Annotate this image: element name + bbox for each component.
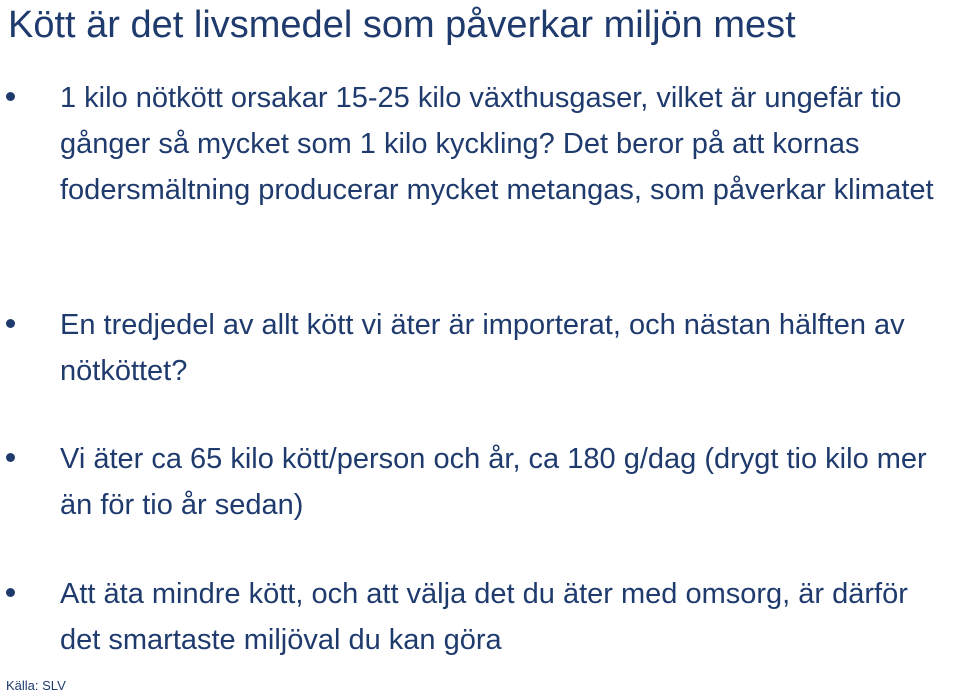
source-note: Källa: SLV [6,678,66,693]
slide-title: Kött är det livsmedel som påverkar miljön mest [8,4,796,46]
bullet-item-eat-less [60,571,950,663]
bullet-dot-icon [6,92,15,101]
bullet-text: Att äta mindre kött, och att välja det du äter med omsorg, är därför det smartaste miljöval du kan göra [60,578,908,656]
bullet-item-imported-meat [60,302,950,394]
bullet-dot-icon [6,319,15,328]
bullet-dot-icon [6,453,15,462]
bullet-text: 1 kilo nötkött orsakar 15-25 kilo växthusgaser, vilket är ungefär tio gånger så mycket som 1 kilo kyckling? Det beror på att kornas fodersmältning producerar mycket metangas, som påverkar klimatet [60,82,934,206]
bullet-item-consumption [60,436,950,528]
bullet-dot-icon [6,588,15,597]
bullet-item-greenhouse-gases [60,75,950,213]
bullet-text: Vi äter ca 65 kilo kött/person och år, ca 180 g/dag (drygt tio kilo mer än för tio år sedan) [60,443,927,521]
bullet-text: En tredjedel av allt kött vi äter är importerat, och nästan hälften av nötköttet? [60,309,905,387]
